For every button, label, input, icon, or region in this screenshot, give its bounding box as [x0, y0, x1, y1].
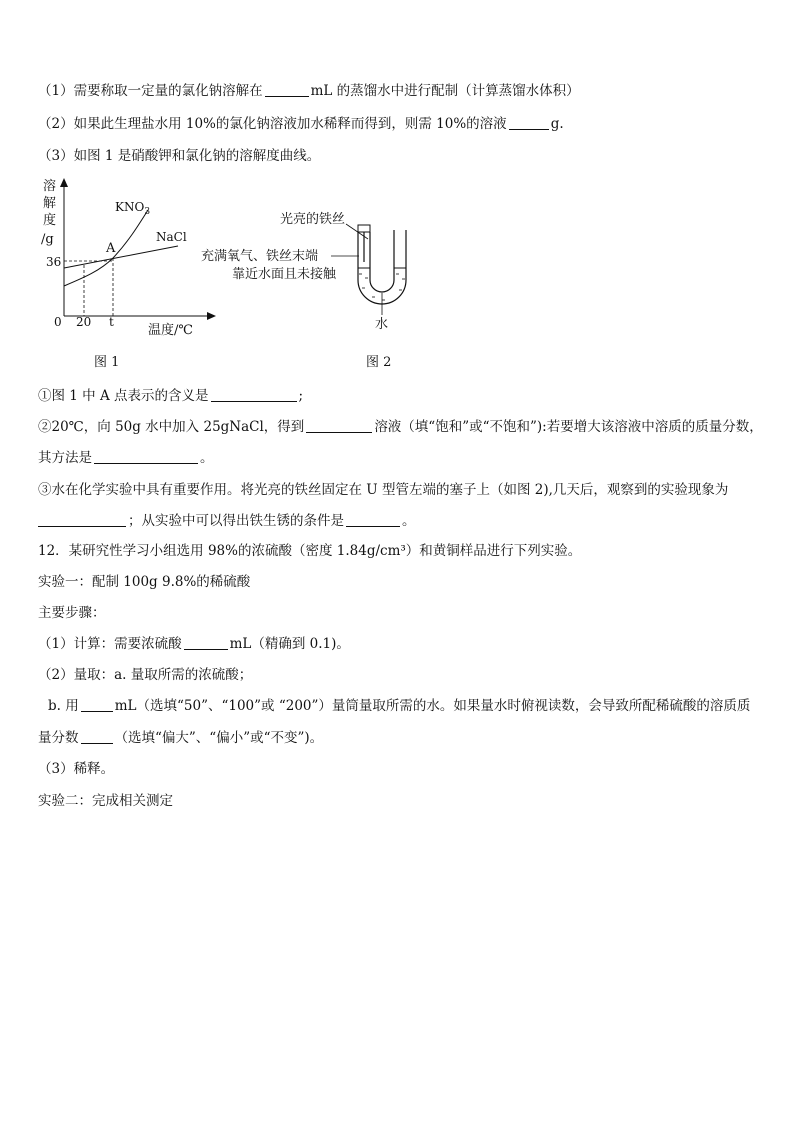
fig1-ylabel-3: 度 [43, 213, 57, 228]
c2c-text: 量分数 [38, 730, 79, 746]
s3-line: ③水在化学实验中具有重要作用。将光亮的铁丝固定在 U 型管左端的塞子上（如图 2),几天后，观察到的实验现象为 [38, 482, 729, 498]
fig2-label-water: 水 [375, 317, 389, 332]
c2b-blank[interactable] [81, 697, 113, 712]
c1-text-end: mL（精确到 0.1)。 [229, 636, 350, 652]
c2c-blank[interactable] [81, 729, 113, 744]
fig2-u-tube-inner [370, 230, 394, 292]
s2b-blank[interactable] [94, 449, 198, 464]
fig2-label-gas-2: 靠近水面且未接触 [232, 267, 337, 282]
q1-blank[interactable] [265, 82, 309, 97]
q1-text-end: mL 的蒸馏水中进行配制（计算蒸馏水体积） [310, 83, 580, 99]
q1-text: （1）需要称取一定量的氯化钠溶解在 [38, 83, 263, 99]
fig1-y-arrow [60, 178, 68, 187]
fig1-ylabel-2: 解 [43, 196, 57, 211]
s1-blank[interactable] [211, 387, 297, 402]
fig2-label-gas-1: 充满氧气、铁丝末端 [201, 249, 319, 264]
c1-blank[interactable] [184, 635, 228, 650]
c2b-text-end: mL（选填“50”、“100”或 “200”）量筒量取所需的水。如果量水时俯视读数，会导致所配稀硫酸的溶质质 [114, 698, 751, 714]
q12-line: 12．某研究性学习小组选用 98%的浓硫酸（密度 1.84g/cm³）和黄铜样品进行下列实验。 [38, 543, 582, 559]
exp2-line: 实验二：完成相关测定 [38, 793, 173, 809]
s2-blank[interactable] [306, 418, 372, 433]
s1-line [38, 387, 303, 405]
s2-text: ②20℃，向 50g 水中加入 25gNaCl，得到 [38, 419, 305, 435]
s1-text: ①图 1 中 A 点表示的含义是 [38, 388, 209, 404]
s1-text-end: ; [298, 388, 304, 404]
s3b-text-end: 。 [402, 513, 416, 529]
s3b-text: ；从实验中可以得出铁生锈的条件是 [128, 513, 344, 529]
fig1-xtick-20: 20 [76, 315, 92, 329]
exp1-line: 实验一：配制 100g 9.8%的稀硫酸 [38, 574, 251, 590]
c2c-line [38, 729, 323, 747]
q3-line: （3）如图 1 是硝酸钾和氯化钠的溶解度曲线。 [38, 148, 321, 164]
fig2-label-wire: 光亮的铁丝 [280, 212, 346, 227]
c1-text: （1）计算：需要浓硫酸 [38, 636, 182, 652]
s2b-line [38, 449, 214, 467]
s2b-text-end: 。 [200, 450, 214, 466]
s3b-blank-2[interactable] [346, 512, 400, 527]
c1-line [38, 635, 350, 653]
fig1-kno3-label: $KNO_3$ [115, 200, 151, 217]
q2-text-end: g. [550, 116, 564, 132]
fig1-nacl-label: NaCl [156, 230, 187, 244]
fig1-ylabel-4: /g [41, 232, 54, 247]
fig1-caption: 图 1 [94, 355, 120, 370]
fig1-ylabel-1: 溶 [43, 179, 57, 194]
fig1-xtick-t: t [109, 315, 114, 329]
s2-text-end: 溶液（填“饱和”或“不饱和”):若要增大该溶液中溶质的质量分数， [374, 419, 763, 435]
fig1-point-a-label: A [106, 241, 116, 256]
fig2-caption: 图 2 [366, 355, 392, 370]
q2-blank[interactable] [509, 115, 549, 130]
fig2-stopper [358, 225, 370, 232]
s2-line [38, 418, 763, 436]
s3b-line [38, 512, 416, 530]
steps-line: 主要步骤： [38, 605, 106, 621]
q2-text: （2）如果此生理盐水用 10%的氯化钠溶液加水稀释而得到，则需 10%的溶液 [38, 116, 507, 132]
figure-2-u-tube [196, 204, 426, 374]
q2-line [38, 115, 564, 133]
c2b-line [48, 697, 750, 715]
c2b-text: b. 用 [48, 698, 79, 714]
fig1-origin: 0 [54, 315, 62, 329]
q1-line [38, 82, 580, 100]
c3-line: （3）稀释。 [38, 761, 115, 777]
fig1-xlabel: 温度/℃ [148, 323, 193, 338]
s3b-blank-1[interactable] [38, 512, 126, 527]
s2b-text: 其方法是 [38, 450, 92, 466]
fig2-u-tube-outer [358, 230, 406, 304]
c2-line: （2）量取：a. 量取所需的浓硫酸； [38, 667, 253, 683]
c2c-text-end: （选填“偏大”、“偏小”或“不变”)。 [114, 730, 324, 746]
fig1-ytick-36: 36 [46, 255, 62, 269]
